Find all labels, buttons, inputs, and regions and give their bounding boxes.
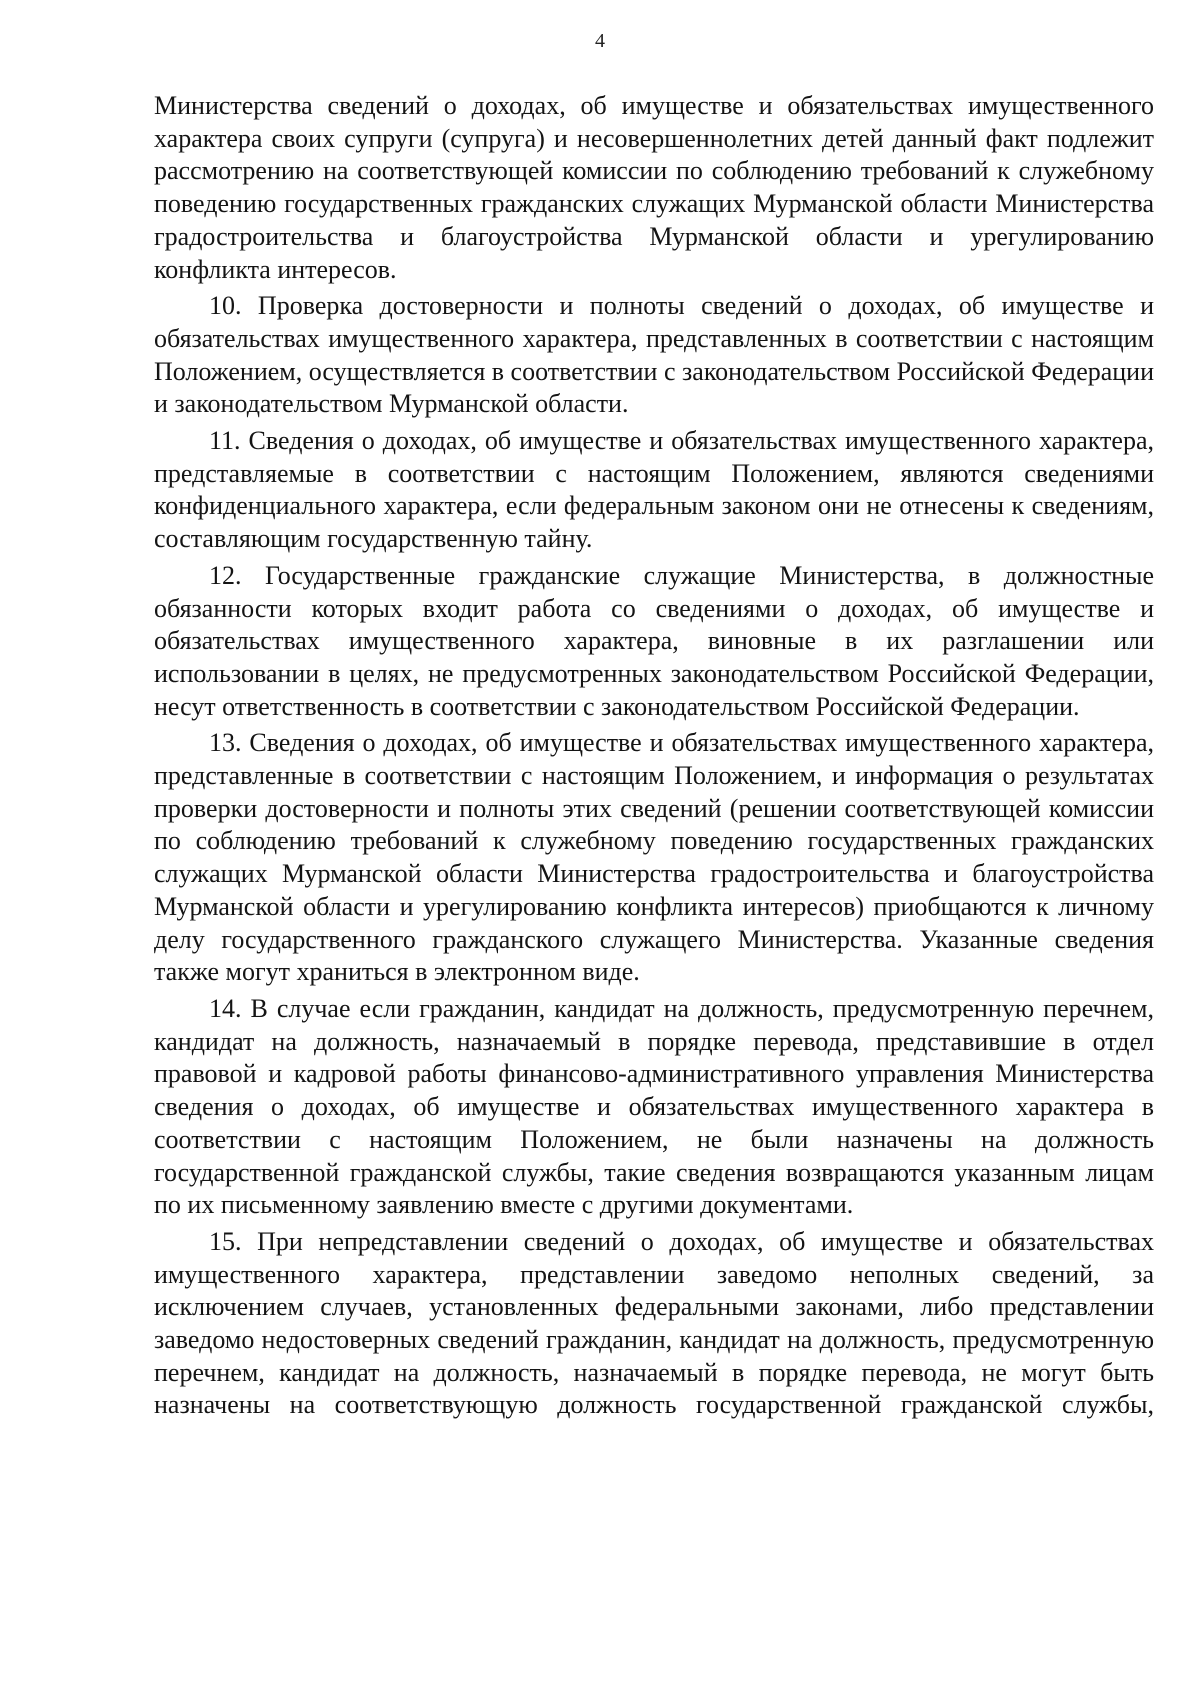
paragraph-15: 15. При непредставлении сведений о доходах, об имуществе и обязательствах имущественного характера, представлении заведомо неполных сведений, за исключением случаев, установленных федеральными законами, либо представлении заведомо недостоверных сведений гражданин, кандидат на должность, предусмотренную перечнем, кандидат на должность, назначаемый в порядке перевода, не могут быть назначены на соответствующую должность государственной гражданской службы, xyxy=(154,1226,1154,1420)
paragraph-11: 11. Сведения о доходах, об имуществе и обязательствах имущественного характера, представляемые в соответствии с настоящим Положением, являются сведениями конфиденциального характера, если федеральным законом они не отнесены к сведениям, составляющим государственную тайну. xyxy=(154,426,1154,554)
paragraph-13: 13. Сведения о доходах, об имуществе и обязательствах имущественного характера, представленные в соответствии с настоящим Положением, и информация о результатах проверки достоверности и полноты этих сведений (решении соответствующей комиссии по соблюдению требований к служебному поведению государственных гражданских служащих Мурманской области Министерства градостроительства и благоустройства Мурманской области и урегулированию конфликта интересов) приобщаются к личному делу государственного гражданского служащего Министерства. Указанные сведения также могут храниться в электронном виде. xyxy=(154,728,1154,987)
paragraph-14: 14. В случае если гражданин, кандидат на должность, предусмотренную перечнем, кандидат на должность, назначаемый в порядке перевода, представившие в отдел правовой и кадровой работы финансово-административного управления Министерства сведения о доходах, об имуществе и обязательствах имущественного характера в соответствии с настоящим Положением, не были назначены на должность государственной гражданской службы, такие сведения возвращаются указанным лицам по их письменному заявлению вместе с другими документами. xyxy=(154,993,1154,1220)
document-body xyxy=(154,90,1154,1426)
page-number: 4 xyxy=(595,30,605,52)
paragraph-continuation: Министерства сведений о доходах, об имуществе и обязательствах имущественного характера своих супруги (супруга) и несовершеннолетних детей данный факт подлежит рассмотрению на соответствующей комиссии по соблюдению требований к служебному поведению государственных гражданских служащих Мурманской области Министерства градостроительства и благоустройства Мурманской области и урегулированию конфликта интересов. xyxy=(154,91,1154,284)
paragraph-12: 12. Государственные гражданские служащие Министерства, в должностные обязанности которых входит работа со сведениями о доходах, об имуществе и обязательствах имущественного характера, виновные в их разглашении или использовании в целях, не предусмотренных законодательством Российской Федерации, несут ответственность в соответствии с законодательством Российской Федерации. xyxy=(154,560,1154,721)
paragraph-10: 10. Проверка достоверности и полноты сведений о доходах, об имуществе и обязательствах имущественного характера, представленных в соответствии с настоящим Положением, осуществляется в соответствии с законодательством Российской Федерации и законодательством Мурманской области. xyxy=(154,291,1155,419)
